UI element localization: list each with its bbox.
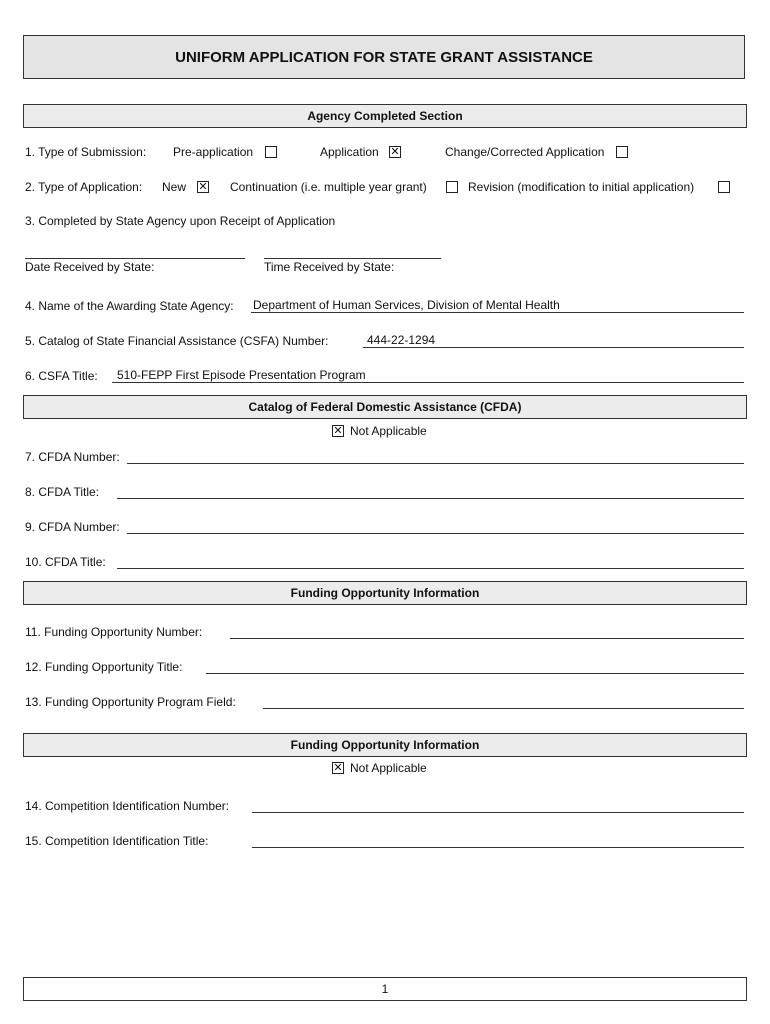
- q5-value[interactable]: 444-22-1294: [367, 333, 436, 347]
- q13-label: 13. Funding Opportunity Program Field:: [25, 695, 236, 709]
- q10-label: 10. CFDA Title:: [25, 555, 106, 569]
- q9-line[interactable]: [127, 533, 744, 534]
- q11-label: 11. Funding Opportunity Number:: [25, 625, 203, 639]
- q2-revision-checkbox[interactable]: [718, 181, 730, 193]
- q15-label: 15. Competition Identification Title:: [25, 834, 209, 848]
- competition-not-applicable-label: Not Applicable: [350, 761, 427, 775]
- q4-label: 4. Name of the Awarding State Agency:: [25, 299, 234, 313]
- section-funding-header: Funding Opportunity Information: [23, 581, 747, 605]
- q14-line[interactable]: [252, 812, 744, 813]
- q1-preapp-checkbox[interactable]: [265, 146, 277, 158]
- q12-line[interactable]: [206, 673, 744, 674]
- q6-line: [112, 382, 744, 383]
- q7-line[interactable]: [127, 463, 744, 464]
- time-received-line[interactable]: [264, 258, 441, 259]
- q4-value[interactable]: Department of Human Services, Division of Mental Health: [253, 298, 560, 312]
- form-title: UNIFORM APPLICATION FOR STATE GRANT ASSISTANCE: [23, 35, 745, 79]
- section-agency-header: Agency Completed Section: [23, 104, 747, 128]
- q5-label: 5. Catalog of State Financial Assistance (CSFA) Number:: [25, 334, 329, 348]
- section-competition-header: Funding Opportunity Information: [23, 733, 747, 757]
- q7-label: 7. CFDA Number:: [25, 450, 120, 464]
- section-cfda-header: Catalog of Federal Domestic Assistance (CFDA): [23, 395, 747, 419]
- time-received-label: Time Received by State:: [264, 260, 395, 274]
- date-received-line[interactable]: [25, 258, 245, 259]
- q1-changed-label: Change/Corrected Application: [445, 145, 605, 159]
- cfda-not-applicable-label: Not Applicable: [350, 424, 427, 438]
- q2-label: 2. Type of Application:: [25, 180, 143, 194]
- q1-app-checkbox[interactable]: [389, 146, 401, 158]
- q1-changed-checkbox[interactable]: [616, 146, 628, 158]
- q8-line[interactable]: [117, 498, 744, 499]
- q2-continuation-label: Continuation (i.e. multiple year grant): [230, 180, 427, 194]
- q14-label: 14. Competition Identification Number:: [25, 799, 230, 813]
- q2-revision-label: Revision (modification to initial application): [468, 180, 695, 194]
- q2-new-label: New: [162, 180, 187, 194]
- q5-line: [363, 347, 744, 348]
- q15-line[interactable]: [252, 847, 744, 848]
- q13-line[interactable]: [263, 708, 744, 709]
- competition-not-applicable-checkbox[interactable]: [332, 762, 344, 774]
- q6-value[interactable]: 510-FEPP First Episode Presentation Program: [117, 368, 366, 382]
- q1-preapp-label: Pre-application: [173, 145, 254, 159]
- q1-label: 1. Type of Submission:: [25, 145, 147, 159]
- q1-app-label: Application: [320, 145, 379, 159]
- q10-line[interactable]: [117, 568, 744, 569]
- cfda-not-applicable-checkbox[interactable]: [332, 425, 344, 437]
- q8-label: 8. CFDA Title:: [25, 485, 100, 499]
- date-received-label: Date Received by State:: [25, 260, 155, 274]
- q6-label: 6. CSFA Title:: [25, 369, 98, 383]
- q4-line: [251, 312, 744, 313]
- q3-label: 3. Completed by State Agency upon Receipt of Application: [25, 214, 336, 228]
- q2-continuation-checkbox[interactable]: [446, 181, 458, 193]
- q9-label: 9. CFDA Number:: [25, 520, 120, 534]
- q11-line[interactable]: [230, 638, 744, 639]
- page-number: 1: [23, 977, 747, 1001]
- q12-label: 12. Funding Opportunity Title:: [25, 660, 183, 674]
- q2-new-checkbox[interactable]: [197, 181, 209, 193]
